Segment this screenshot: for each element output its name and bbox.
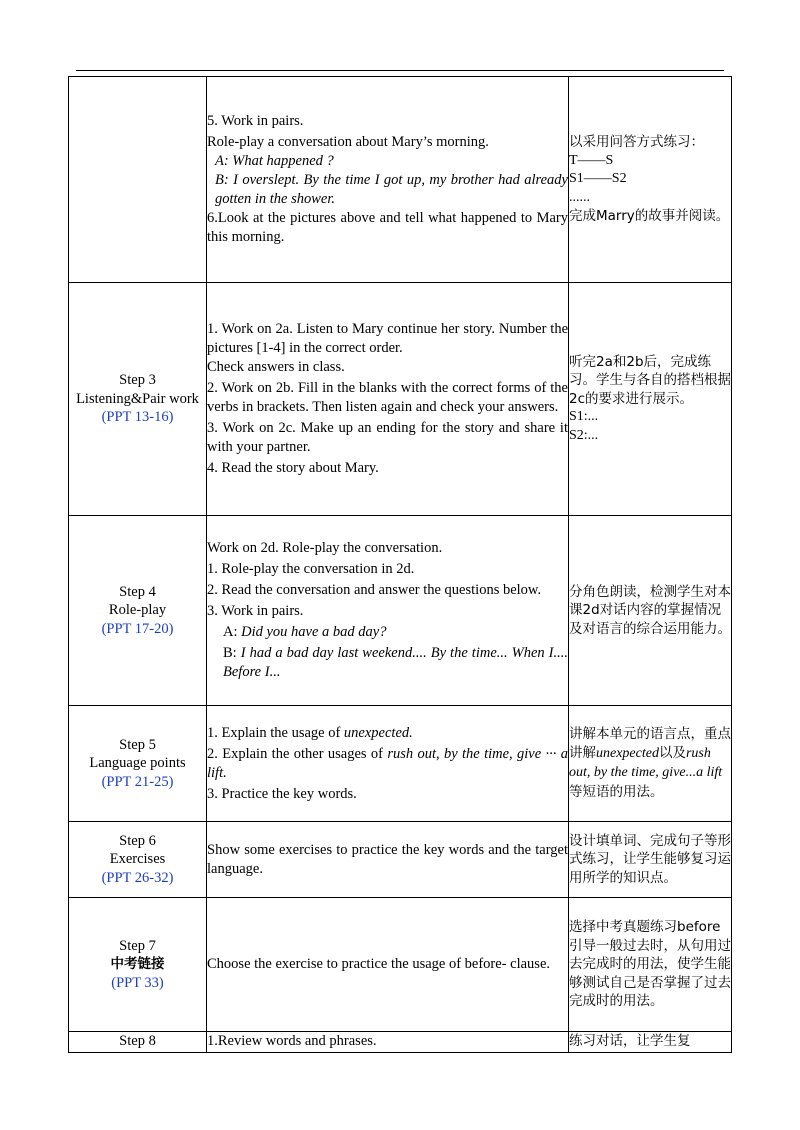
- activity-line: 3. Work on 2c. Make up an ending for the story and share it with your partner.: [207, 420, 568, 455]
- activity-line: 6.Look at the pictures above and tell what happened to Mary this morning.: [207, 210, 568, 245]
- table-row: [69, 77, 732, 283]
- note-line: S1——S2: [569, 171, 627, 187]
- step-number: Step 4: [119, 583, 156, 600]
- activity-cell: [207, 822, 569, 898]
- activity-text: 1. Explain the usage of: [207, 724, 341, 741]
- activity-line: 3. Practice the key words.: [207, 785, 357, 802]
- note-line: 听完2a和2b后，完成练习。学生与各自的搭档根据2c的要求进行展示。: [569, 353, 731, 407]
- notes-cell: [569, 706, 732, 822]
- table-row: [69, 1032, 732, 1053]
- activity-line: 1. Role-play the conversation in 2d.: [207, 561, 415, 577]
- dialogue-text: I had a bad day last weekend.... By the time... When I.... Before I...: [223, 645, 569, 680]
- step-cell: [69, 1032, 207, 1053]
- step-cell: [69, 283, 207, 516]
- step-name: 中考链接: [110, 956, 165, 973]
- header-rule: [76, 70, 724, 71]
- notes-cell: [569, 516, 732, 706]
- dialogue-text: Did you have a bad day?: [241, 624, 387, 640]
- key-phrase: rush out, by the time, give ··· a lift.: [207, 745, 569, 781]
- step-number: Step 5: [119, 736, 156, 753]
- step-name: Language points: [89, 755, 186, 772]
- ppt-range: (PPT 26-32): [101, 869, 174, 886]
- step-cell: [69, 822, 207, 898]
- activity-line: 2. Work on 2b. Fill in the blanks with the correct forms of the verbs in brackets. Then listen again and check your answers.: [207, 380, 568, 415]
- activity-cell: [207, 1032, 569, 1053]
- notes-cell: [569, 898, 732, 1032]
- activity-cell: [207, 283, 569, 516]
- note-text: 以及: [658, 745, 686, 762]
- activity-cell: [207, 77, 569, 283]
- lesson-plan-table: [68, 76, 732, 1053]
- notes-cell: [569, 283, 732, 516]
- speaker-label: B:: [223, 645, 237, 661]
- notes-cell: [569, 1032, 732, 1053]
- step-number: Step 7: [119, 937, 156, 954]
- ppt-range: (PPT 21-25): [101, 773, 174, 790]
- step-cell: [69, 898, 207, 1032]
- ppt-range: (PPT 13-16): [101, 409, 174, 426]
- dialogue-line: [207, 644, 568, 682]
- key-phrase: rush out, by the time, give...a lift: [569, 746, 723, 780]
- key-phrase: unexpected.: [343, 724, 413, 741]
- notes-cell: [569, 77, 732, 283]
- activity-line: Choose the exercise to practice the usage of before- clause.: [207, 956, 551, 972]
- activity-cell: [207, 898, 569, 1032]
- dialogue-line: [207, 623, 568, 642]
- step-number: Step 3: [119, 372, 156, 389]
- note-line: 分角色朗读，检测学生对本课2d对话内容的掌握情况及对语言的综合运用能力。: [569, 583, 731, 637]
- ppt-range: (PPT 17-20): [101, 620, 174, 637]
- step-number: Step 6: [119, 832, 156, 849]
- note-line: S2:...: [569, 427, 599, 443]
- step-name: Role-play: [108, 602, 167, 619]
- note-line: 以采用问答方式练习：: [569, 134, 704, 151]
- note-line: 练习对话，让学生复: [569, 1033, 691, 1049]
- step-cell: [69, 516, 207, 706]
- activity-line: [207, 724, 568, 743]
- note-line: 设计填单词、完成句子等形式练习，让学生能够复习运用所学的知识点。: [569, 832, 731, 886]
- speaker-label: A:: [223, 624, 238, 640]
- note-line: S1:...: [569, 409, 599, 425]
- activity-text: 2. Explain the other usages of: [207, 745, 383, 762]
- key-phrase: unexpected: [596, 746, 659, 762]
- note-text: 讲解本单元的语言点，重点讲解: [569, 725, 731, 762]
- activity-line: [207, 745, 568, 783]
- step-cell: [69, 706, 207, 822]
- activity-line: 1.Review words and phrases.: [207, 1033, 377, 1049]
- activity-cell: [207, 706, 569, 822]
- activity-cell: [207, 516, 569, 706]
- step-cell: [69, 77, 207, 283]
- table-row: [69, 706, 732, 822]
- note-line: [569, 725, 731, 802]
- step-name: Exercises: [109, 851, 166, 868]
- note-line: 完成Marry的故事并阅读。: [569, 208, 730, 225]
- activity-line: Check answers in class.: [207, 359, 345, 375]
- table-row: [69, 283, 732, 516]
- note-text: 等短语的用法。: [569, 783, 664, 800]
- activity-line: 3. Work in pairs.: [207, 603, 304, 619]
- table-row: [69, 822, 732, 898]
- activity-line: 2. Read the conversation and answer the questions below.: [207, 582, 542, 598]
- table-row: [69, 516, 732, 706]
- note-line: ......: [569, 189, 590, 205]
- note-line: 选择中考真题练习before引导一般过去时，从句用过去完成时的用法，使学生能够测试自己是否掌握了过去完成时的用法。: [569, 919, 731, 1010]
- table-row: [69, 898, 732, 1032]
- step-name: Listening&Pair work: [76, 390, 199, 407]
- activity-line: 4. Read the story about Mary.: [207, 460, 379, 476]
- activity-line: Show some exercises to practice the key words and the target language.: [207, 841, 568, 877]
- dialogue-line: B: I overslept. By the time I got up, my brother had already gotten in the shower.: [215, 172, 568, 207]
- ppt-range: (PPT 33): [111, 974, 164, 991]
- dialogue-line: A: What happened ?: [215, 153, 334, 169]
- activity-line: Role-play a conversation about Mary’s morning.: [207, 134, 489, 150]
- activity-line: 1. Work on 2a. Listen to Mary continue her story. Number the pictures [1-4] in the correct order.: [207, 321, 568, 356]
- note-line: T——S: [569, 152, 614, 168]
- activity-line: 5. Work in pairs.: [207, 113, 304, 129]
- activity-line: Work on 2d. Role-play the conversation.: [207, 540, 443, 556]
- step-number: Step 8: [119, 1033, 156, 1049]
- notes-cell: [569, 822, 732, 898]
